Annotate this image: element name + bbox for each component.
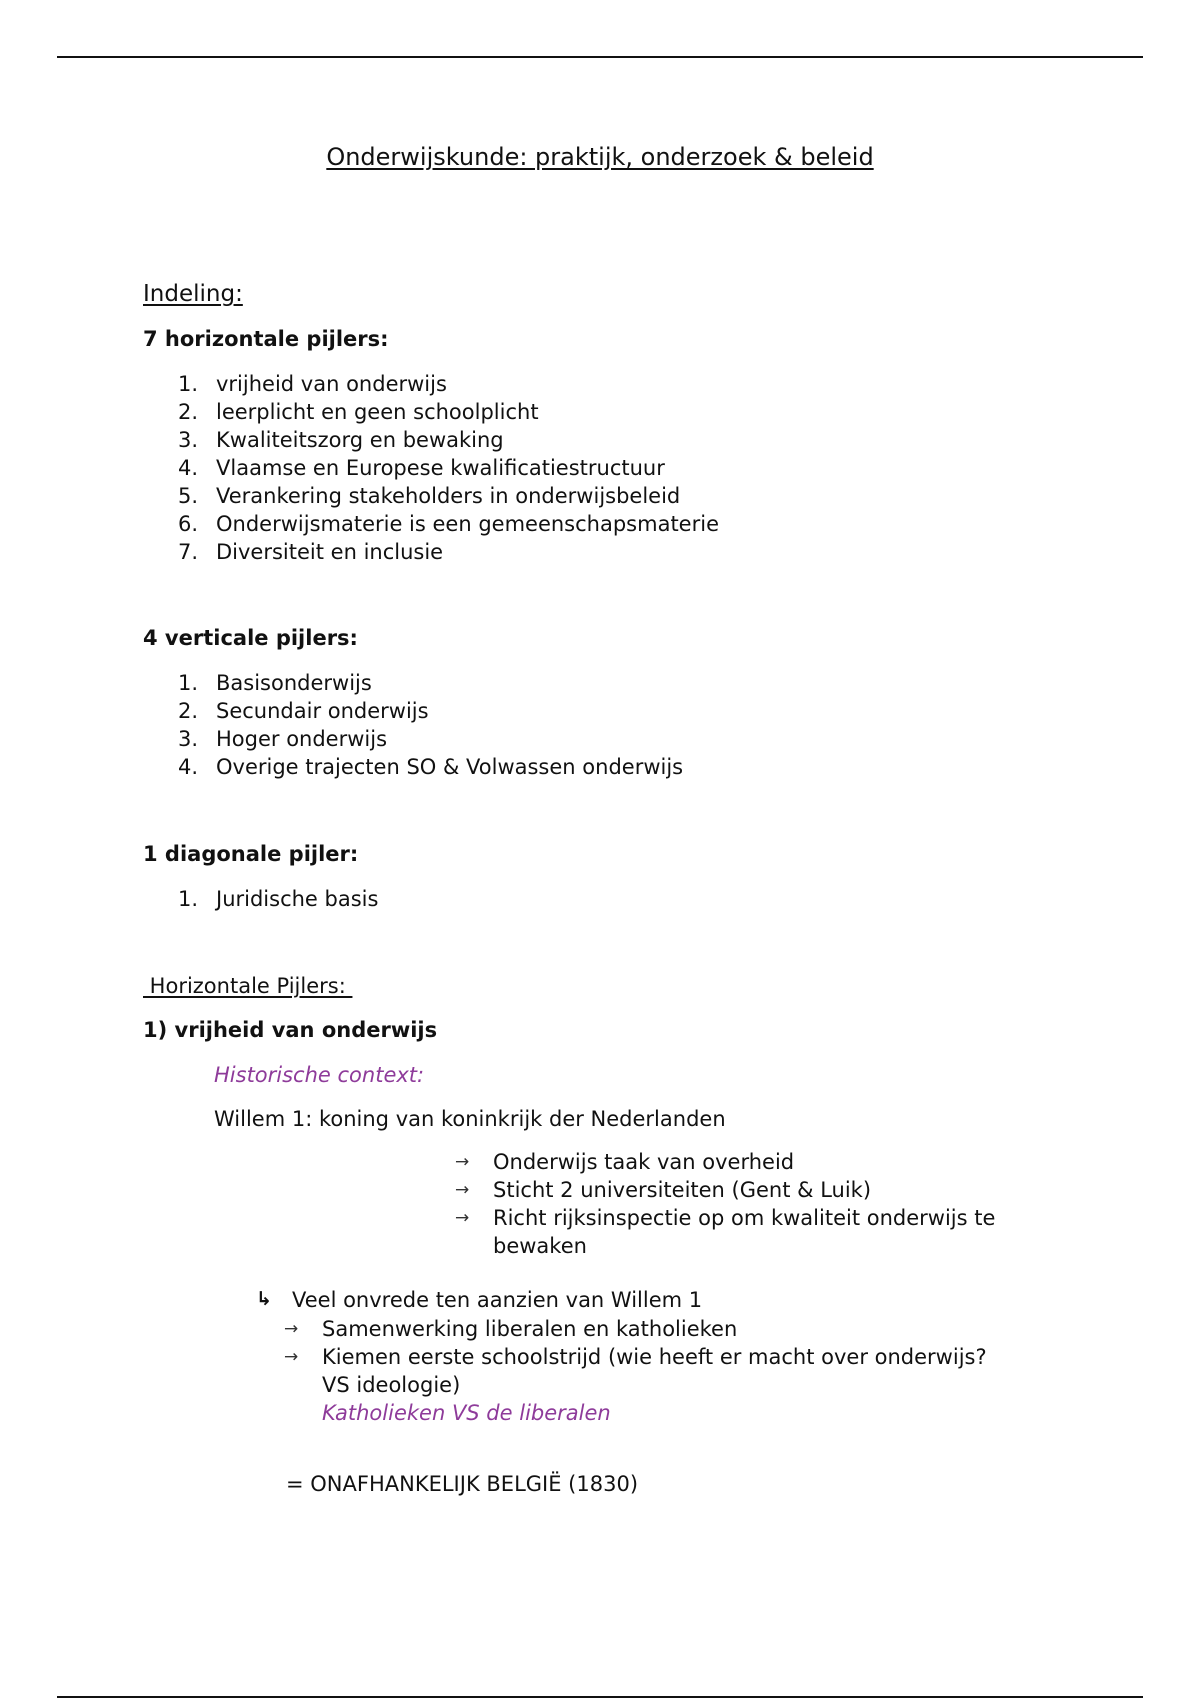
horizontal-pillars-list [178, 370, 719, 566]
list-item: → Samenwerking liberalen en katholieken [284, 1317, 738, 1341]
list-item: → Sticht 2 universiteiten (Gent & Luik) [455, 1178, 872, 1202]
vertical-pillars-list [178, 669, 683, 781]
list-item: 1. Basisonderwijs [178, 671, 372, 695]
diagonal-pillar-list [178, 885, 378, 913]
list-item: 6. Onderwijsmaterie is een gemeenschapsmaterie [178, 512, 719, 536]
conclusion-line: = ONAFHANKELIJK BELGIË (1830) [286, 1472, 639, 1496]
list-item: 3. Kwaliteitszorg en bewaking [178, 428, 504, 452]
list-item: 3. Hoger onderwijs [178, 727, 388, 751]
arrow-right-icon: → [455, 1152, 470, 1172]
willem-points-list [455, 1148, 995, 1260]
list-item: 1. Juridische basis [178, 887, 379, 911]
arrow-right-icon: → [455, 1208, 470, 1228]
list-item: 2. Secundair onderwijs [178, 699, 429, 723]
list-item: 7. Diversiteit en inclusie [178, 540, 444, 564]
onvrede-line: ↳ Veel onvrede ten aanzien van Willem 1 [256, 1288, 703, 1312]
bottom-rule [57, 1696, 1143, 1698]
list-item: → Kiemen eerste schoolstrijd (wie heeft er macht over onderwijs? [284, 1345, 987, 1369]
list-item: 2. leerplicht en geen schoolplicht [178, 400, 539, 424]
section-heading: Horizontale Pijlers: [143, 974, 353, 998]
arrow-right-icon: → [284, 1347, 299, 1367]
list-item: 1. vrijheid van onderwijs [178, 372, 447, 396]
section-subheading: 1) vrijheid van onderwijs [143, 1018, 438, 1042]
onvrede-points-list [284, 1315, 987, 1427]
hook-arrow-icon: ↳ [256, 1288, 272, 1310]
list-item: 4. Overige trajecten SO & Volwassen onderwijs [178, 755, 684, 779]
arrow-right-icon: → [284, 1319, 299, 1339]
list-item: bewaken [493, 1234, 587, 1258]
list-item: → Onderwijs taak van overheid [455, 1150, 795, 1174]
historical-context-label: Historische context: [214, 1063, 425, 1087]
indeling-heading: Indeling: [143, 281, 243, 307]
willem-line: Willem 1: koning van koninkrijk der Nederlanden [214, 1107, 726, 1131]
list-item: VS ideologie) [322, 1373, 461, 1397]
arrow-right-icon: → [455, 1180, 470, 1200]
list-item: Katholieken VS de liberalen [322, 1401, 611, 1425]
top-rule [57, 56, 1143, 58]
page-title: Onderwijskunde: praktijk, onderzoek & beleid [326, 143, 874, 171]
list-item: → Richt rijksinspectie op om kwaliteit onderwijs te [455, 1206, 996, 1230]
list-item: 4. Vlaamse en Europese kwalificatiestructuur [178, 456, 665, 480]
vertical-pillars-heading: 4 verticale pijlers: [143, 626, 358, 650]
diagonal-pillar-heading: 1 diagonale pijler: [143, 842, 359, 866]
list-item: 5. Verankering stakeholders in onderwijsbeleid [178, 484, 681, 508]
horizontal-pillars-heading: 7 horizontale pijlers: [143, 327, 389, 351]
